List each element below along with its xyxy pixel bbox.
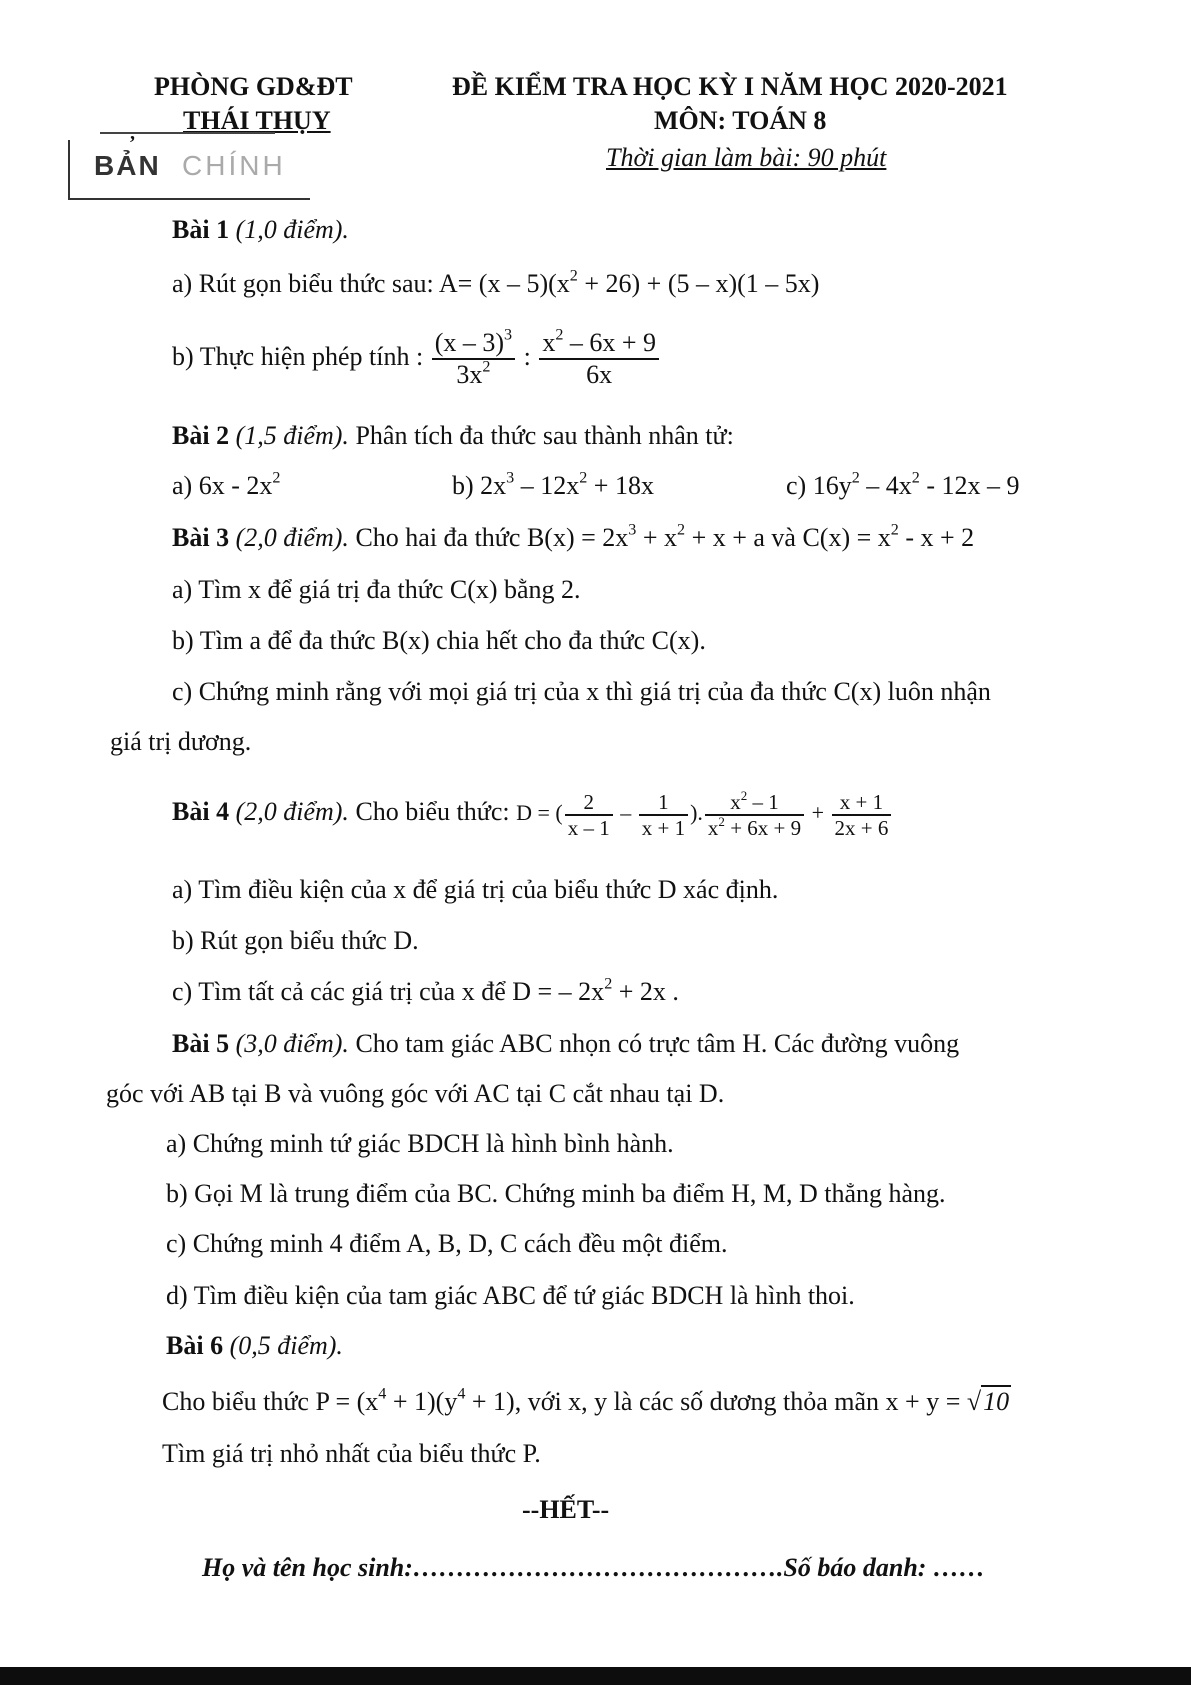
student-info-line: Họ và tên học sinh:…………………………………….Số báo danh: …… — [202, 1553, 985, 1582]
bai6-question: Tìm giá trị nhỏ nhất của biểu thức P. — [162, 1439, 541, 1468]
bai2-a: a) $6x - 2x^2$ — [172, 469, 281, 500]
bai3-c-line2: giá trị dương. — [110, 727, 252, 756]
district-name: THÁI THỤY — [183, 106, 331, 135]
bai5-c: c) Chứng minh 4 điểm A, B, D, C cách đều một điểm. — [166, 1229, 728, 1258]
bai1-a: a) Rút gọn biểu thức sau: $A= (x - 5)(x^2 + 26) + (5 - x)(1 - 5x)$ — [172, 267, 820, 298]
bai6-heading: Bài 6 (0,5 điểm). — [166, 1331, 343, 1360]
bai2-heading: Bài 2 (1,5 điểm). Phân tích đa thức sau thành nhân tử: — [172, 421, 734, 450]
exam-time: Thời gian làm bài: 90 phút — [606, 143, 887, 172]
bai5-heading: Bài 5 (3,0 điểm). Cho tam giác ABC nhọn có trực tâm H. Các đường vuông — [172, 1029, 960, 1058]
bai1-b: b) Thực hiện phép tính : $\frac{(x - 3)^3}{3x^2}$ : $\frac{x^2 - 6x + 9}{6x}$ — [172, 328, 661, 390]
bai3-c-line1: c) Chứng minh rằng với mọi giá trị của x thì giá trị của đa thức C(x) luôn nhận — [172, 677, 991, 706]
bai4-a: a) Tìm điều kiện của x để giá trị của biểu thức D xác định. — [172, 875, 779, 904]
stamp-text-faded: CHÍNH — [182, 150, 286, 181]
bai1-fraction-2: $\frac{x^2 - 6x + 9}{6x}$ — [539, 328, 659, 390]
bai3-heading: Bài 3 (2,0 điểm). Cho hai đa thức $B(x) = 2x^3 + x^2 + x + a$ và $C(x) = x^2 - x + 2$ — [172, 521, 975, 552]
bai5-b: b) Gọi M là trung điểm của BC. Chứng minh ba điểm H, M, D thẳng hàng. — [166, 1179, 946, 1208]
bai4-heading: Bài 4 (2,0 điểm). Cho biểu thức: D = ( $\frac{2}{x - 1}$ – $\frac{1}{x + 1}$ ). $\frac{x^2 - 1}{x^2 + 6x + 9}$ + $\frac{x + 1}{2x + 6}$ — [172, 790, 893, 840]
bai3-a: a) Tìm x để giá trị đa thức C(x) bằng 2. — [172, 575, 581, 604]
bai5-a: a) Chứng minh tứ giác BDCH là hình bình hành. — [166, 1129, 674, 1158]
bai5-d: d) Tìm điều kiện của tam giác ABC để tứ giác BDCH là hình thoi. — [166, 1281, 855, 1310]
bai1-heading: Bài 1 (1,0 điểm). — [172, 215, 349, 244]
scan-border — [0, 1667, 1191, 1685]
copy-stamp: , BẢN CHÍNH — [68, 140, 310, 200]
end-marker: --HẾT-- — [522, 1495, 610, 1524]
expression-d: D = ( $\frac{2}{x - 1}$ – $\frac{1}{x + 1}$ ). $\frac{x^2 - 1}{x^2 + 6x + 9}$ + $\frac{x + 1}{2x + 6}$ — [516, 800, 893, 825]
department-name: PHÒNG GD&ĐT — [154, 72, 353, 101]
exam-title: ĐỀ KIỂM TRA HỌC KỲ I NĂM HỌC 2020-2021 — [452, 72, 1008, 101]
bai2-c: c) $16y^2 - 4x^2 - 12x - 9$ — [786, 469, 1020, 500]
bai1-fraction-1: $\frac{(x - 3)^3}{3x^2}$ — [432, 328, 515, 390]
bai2-b: b) $2x^3 - 12x^2 + 18x$ — [452, 469, 654, 500]
bai6-text: Cho biểu thức $P = (x^4 + 1)(y^4 + 1)$, với x, y là các số dương thỏa mãn x + y = √10 — [162, 1385, 1010, 1416]
bai5-line2: góc với AB tại B và vuông góc với AC tại C cắt nhau tại D. — [106, 1079, 725, 1108]
bai4-b: b) Rút gọn biểu thức D. — [172, 926, 419, 955]
stamp-text-bold: BẢN — [94, 150, 161, 181]
exam-subject: MÔN: TOÁN 8 — [654, 106, 827, 135]
bai4-c: c) Tìm tất cả các giá trị của x để D = – $2x^2 + 2x$ . — [172, 975, 679, 1006]
bai3-b: b) Tìm a để đa thức B(x) chia hết cho đa thức C(x). — [172, 626, 706, 655]
sqrt-expression: √10 — [966, 1387, 1010, 1416]
